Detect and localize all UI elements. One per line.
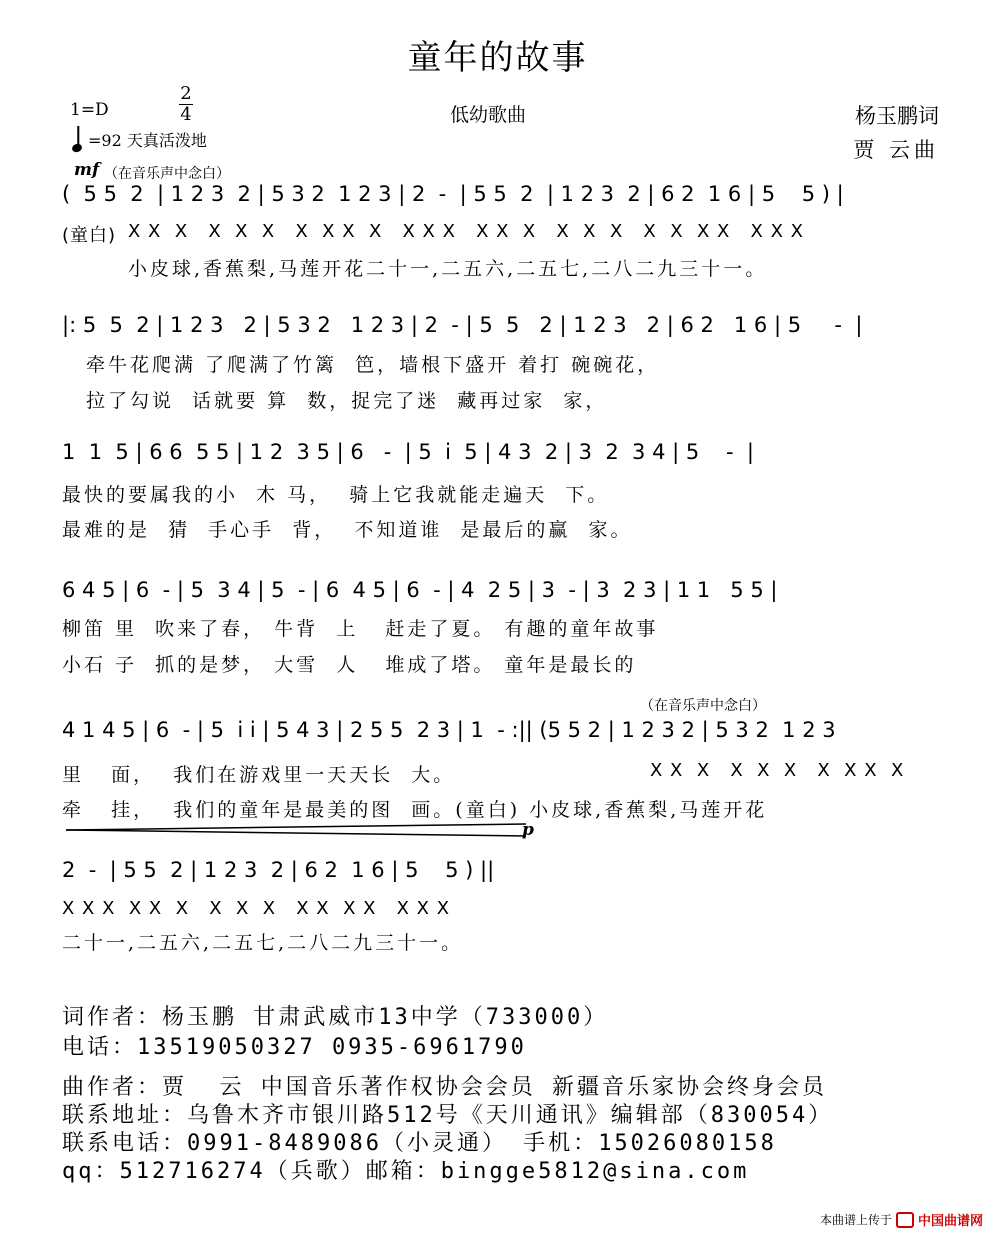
notation-line-4: 6 4 5 | 6 - | 5 3 4 | 5 - | 6 4 5 | 6 - | 4 2 5 | 3 - | 3 2 3 | 1 1 5 5 | [62, 578, 778, 602]
lyric-line-4b: 小石 子 抓的是梦， 大雪 人 堆成了塔。 童年是最长的 [62, 654, 637, 676]
composer-credit: 贾 云曲 [853, 138, 939, 162]
song-style: 低幼歌曲 [450, 104, 527, 126]
tempo-text: =92 天真活泼地 [88, 131, 207, 150]
dynamic-mark-p: p [522, 820, 534, 840]
lyric-line-3a: 最快的要属我的小 木 马， 骑上它我就能走遍天 下。 [62, 484, 610, 506]
time-signature [178, 84, 194, 125]
site-logo-icon [896, 1212, 914, 1228]
lyric-line-6: 二十一,二五六,二五七,二八二九三十一。 [62, 932, 464, 954]
lyric-line-2b: 拉了勾说 话就要 算 数，捉完了迷 藏再过家 家， [86, 390, 608, 412]
upload-text: 本曲谱上传于 [819, 1213, 892, 1227]
notation-line-1: ( 5 5 2 | 1 2 3 2 | 5 3 2 1 2 3 | 2 - | 5 5 2 | 1 2 3 2 | 6 2 1 6 | 5 5 ) | [62, 182, 844, 206]
tempo-marking [72, 128, 207, 151]
site-name[interactable]: 中国曲谱网 [917, 1214, 983, 1229]
dynamic-mark: mf [74, 160, 100, 180]
notation-line-2: |: 5 5 2 | 1 2 3 2 | 5 3 2 1 2 3 | 2 - | 5 5 2 | 1 2 3 2 | 6 2 1 6 | 5 - | [62, 313, 863, 337]
notation-line-5: 4 1 4 5 | 6 - | 5 i i | 5 4 3 | 2 5 5 2 3 | 1 - :|| (5 5 2 | 1 2 3 2 | 5 3 2 1 2 3 [62, 718, 836, 742]
upload-footer [820, 1210, 983, 1229]
quarter-note-icon [71, 142, 83, 153]
speech-instruction-2: （在音乐声中念白） [640, 698, 766, 714]
lyric-line-3b: 最难的是 猜 手心手 背， 不知道谁 是最后的赢 家。 [62, 519, 633, 541]
composer-contact: qq：512716274（兵歌）邮箱：bingge5812@sina.com [62, 1159, 750, 1184]
decrescendo-hairpin [64, 818, 534, 848]
speaker-label: (童白) [62, 225, 117, 246]
key-signature: 1=D [70, 100, 109, 120]
rhythm-line-1: X X X X X X X X X X X X X X X X X X X X X X X X X X [128, 221, 804, 242]
lyric-line-1: 小皮球,香蕉梨,马莲开花二十一,二五六,二五七,二八二九三十一。 [128, 258, 768, 280]
composer-info: 曲作者：贾 云 中国音乐著作权协会会员 新疆音乐家协会终身会员 [62, 1075, 827, 1100]
notation-line-6: 2 - | 5 5 2 | 1 2 3 2 | 6 2 1 6 | 5 5 ) || [62, 858, 495, 882]
rhythm-line-5: X X X X X X X X X X [650, 760, 905, 781]
lyricist-info: 词作者：杨玉鹏 甘肃武威市13中学（733000） [62, 1005, 609, 1030]
lyricist-credit: 杨玉鹏词 [855, 104, 939, 128]
speech-instruction: （在音乐声中念白） [104, 166, 230, 182]
time-signature-top: 2 [180, 83, 192, 104]
notation-line-3: 1 1 5 | 6 6 5 5 | 1 2 3 5 | 6 - | 5 i 5 | 4 3 2 | 3 2 3 4 | 5 - | [62, 440, 754, 464]
composer-address: 联系地址：乌鲁木齐市银川路512号《天川通讯》编辑部（830054） [62, 1103, 834, 1128]
song-title: 童年的故事 [407, 38, 588, 78]
lyric-line-5b: 牵 挂， 我们的童年是最美的图 画。(童白) 小皮球,香蕉梨,马莲开花 [62, 799, 768, 821]
lyric-line-4a: 柳笛 里 吹来了春， 牛背 上 赶走了夏。 有趣的童年故事 [62, 618, 659, 640]
composer-phone: 联系电话：0991-8489086（小灵通） 手机：15026080158 [62, 1131, 777, 1156]
time-signature-bottom: 4 [180, 104, 192, 125]
lyric-line-2a: 牵牛花爬满 了爬满了竹篱 笆，墙根下盛开 着打 碗碗花， [86, 354, 660, 376]
lyric-line-5a: 里 面， 我们在游戏里一天天长 大。 [62, 764, 456, 786]
rhythm-line-6: X X X X X X X X X X X X X X X X [62, 898, 451, 919]
lyricist-phone: 电话：13519050327 0935-6961790 [62, 1035, 527, 1060]
